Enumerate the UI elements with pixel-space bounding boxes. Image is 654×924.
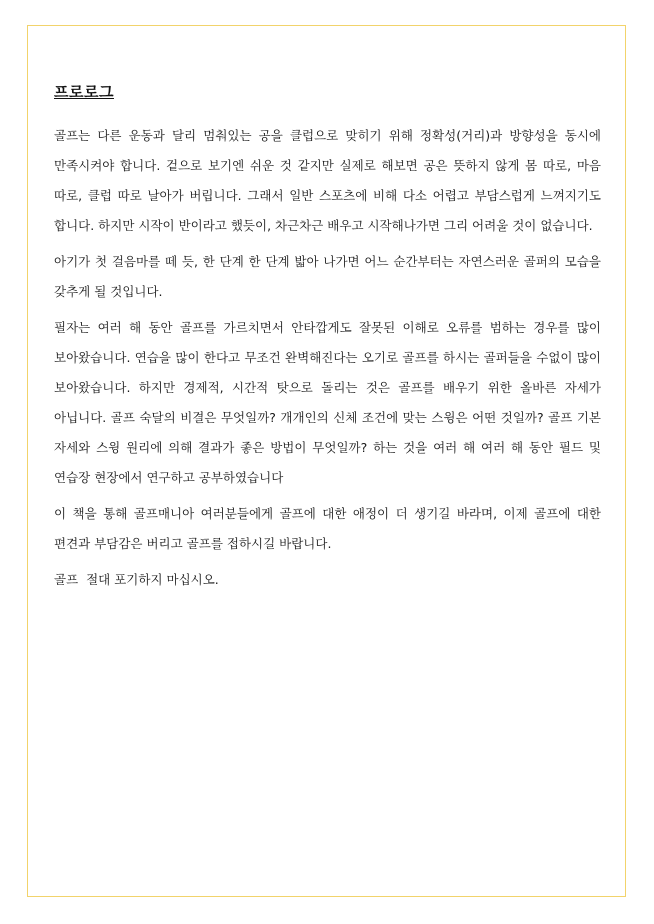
paragraph-intro: 골프는 다른 운동과 달리 멈춰있는 공을 클럽으로 맞히기 위해 정확성(거리)과 방향성을 동시에 만족시켜야 합니다. 겉으로 보기엔 쉬운 것 같지만 실제로 해보면 공은 뜻하지 않게 몸 따로, 마음 따로, 클럽 따로 날아가 버립니다. 그래서 일반 스포츠에 비해 다소 어렵고 부담스럽게 느껴지기도 합니다. 하지만 시작이 반이라고 했듯이, 차근차근 배우고 시작해나가면 그리 어려울 것이 없습니다. [54, 128, 601, 233]
paragraph-book-purpose: 이 책을 통해 골프매니아 여러분들에게 골프에 대한 애정이 더 생기길 바라며, 이제 골프에 대한 편견과 부담감은 버리고 골프를 접하시길 바랍니다. [54, 506, 601, 551]
paragraph-first-steps: 아기가 첫 걸음마를 떼 듯, 한 단계 한 단계 밟아 나가면 어느 순간부터는 자연스러운 골퍼의 모습을 갖추게 될 것입니다. [54, 254, 601, 299]
paragraph-closing: 골프 절대 포기하지 마십시오. [54, 572, 219, 587]
paragraph-author-experience: 필자는 여러 해 동안 골프를 가르치면서 안타깝게도 잘못된 이해로 오류를 범하는 경우를 많이 보아왔습니다. 연습을 많이 한다고 무조건 완벽해진다는 오기로 골프를 하시는 골퍼들을 수없이 많이 보아왔습니다. 하지만 경제적, 시간적 탓으로 돌리는 것은 골프를 배우기 위한 올바른 자세가 아닙니다. 골프 숙달의 비결은 무엇일까? 개개인의 신체 조건에 맞는 스윙은 어떤 것일까? 골프 기본 자세와 스윙 원리에 의해 결과가 좋은 방법이 무엇일까? 하는 것을 여러 해 여러 해 동안 필드 및 연습장 현장에서 연구하고 공부하였습니다 [54, 320, 601, 485]
document-body [54, 121, 601, 601]
document-title: 프로로그 [54, 83, 114, 101]
